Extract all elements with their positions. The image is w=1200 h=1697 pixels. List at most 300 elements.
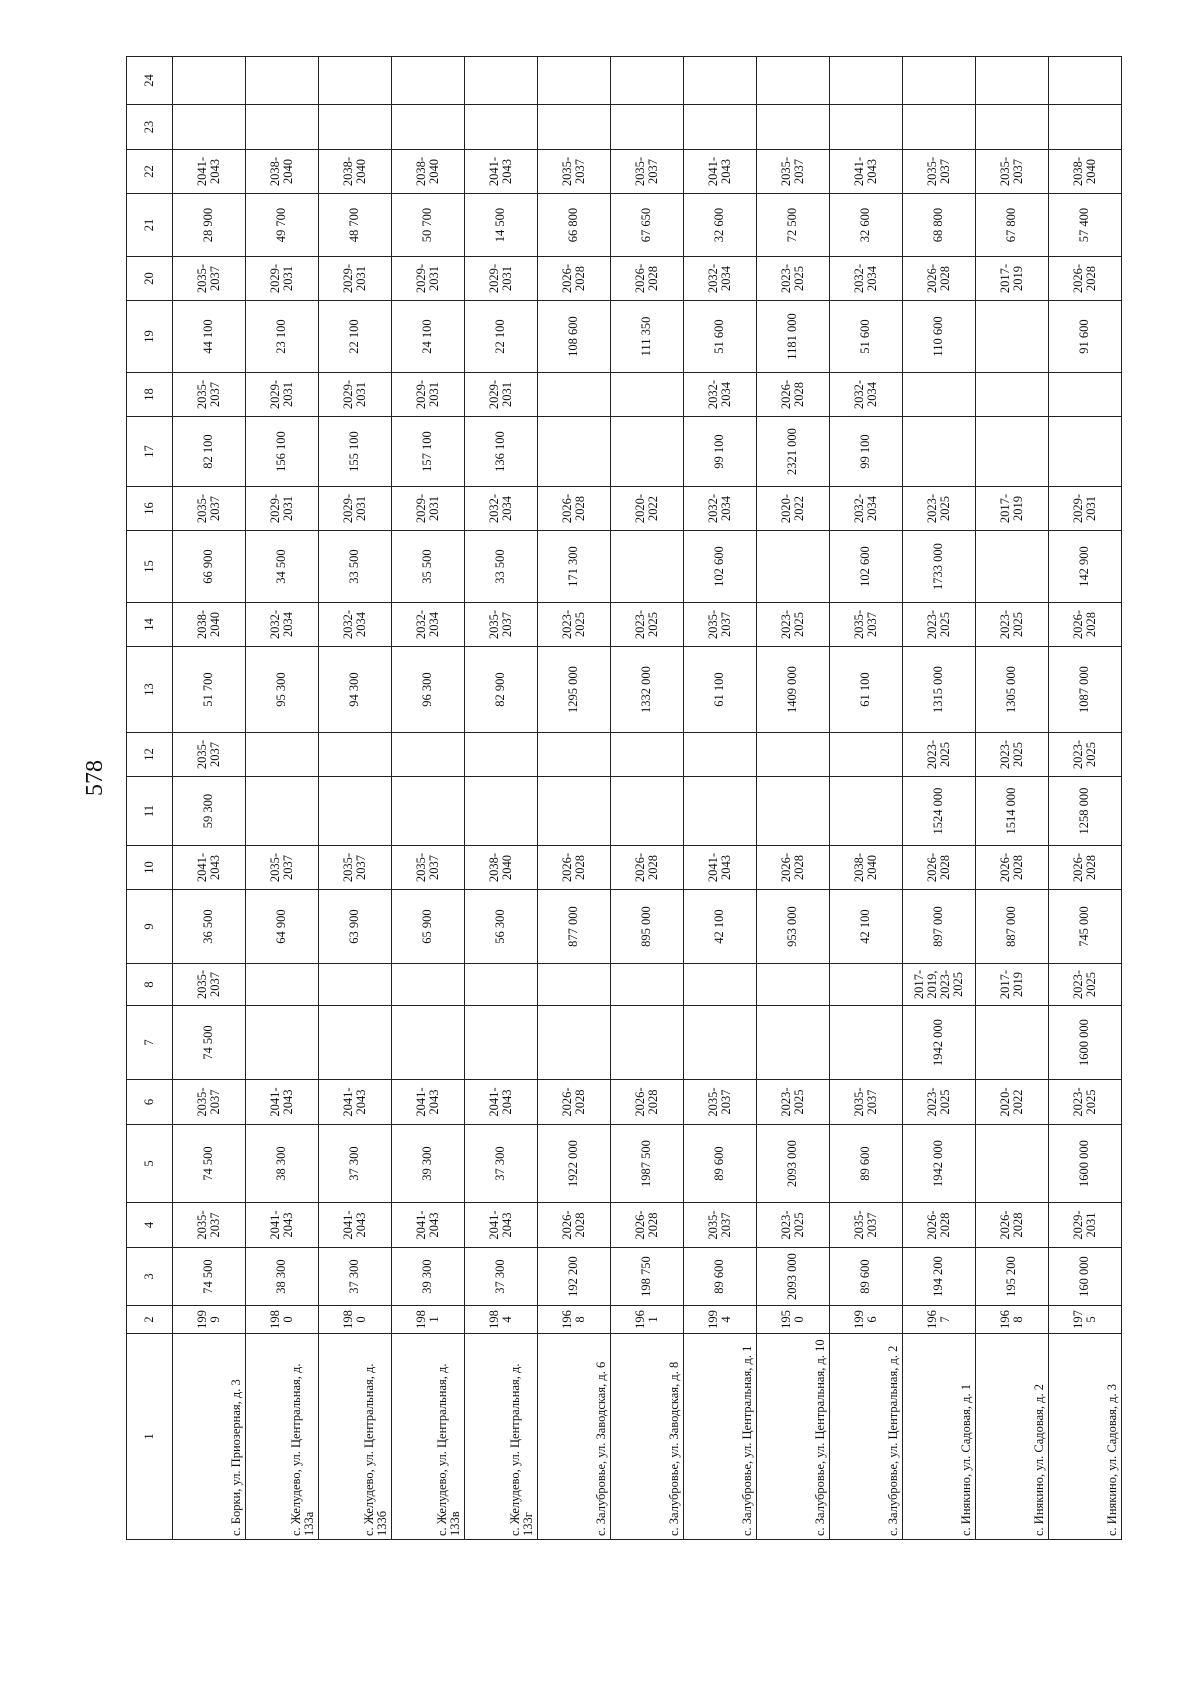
table-cell: 2026-2028 [1049, 257, 1122, 301]
table-cell: 2023-2025 [1049, 1080, 1122, 1125]
table-cell: 2017-2019 [976, 487, 1049, 531]
table-cell: 2026-2028 [903, 257, 976, 301]
table-cell [319, 105, 392, 150]
table-cell [757, 1006, 830, 1080]
table-cell: 66 800 [538, 194, 611, 257]
table-cell [538, 964, 611, 1006]
table-cell: 37 300 [319, 1248, 392, 1306]
table-cell: 2023-2025 [757, 1080, 830, 1125]
table-cell [976, 1006, 1049, 1080]
table-cell: 2023-2025 [538, 603, 611, 647]
table-cell [538, 417, 611, 487]
column-header: 9 [127, 890, 173, 964]
table-cell: 2029-2031 [319, 257, 392, 301]
column-header: 19 [127, 301, 173, 373]
table-cell: 2041-2043 [319, 1203, 392, 1248]
table-cell: 2032-2034 [830, 487, 903, 531]
table-cell: 37 300 [319, 1125, 392, 1203]
table-cell [903, 373, 976, 417]
table-cell: 2023-2025 [757, 603, 830, 647]
table-cell [830, 1006, 903, 1080]
table-cell: 953 000 [757, 890, 830, 964]
table-cell: 2032-2034 [684, 257, 757, 301]
table-cell: 2026-2028 [757, 373, 830, 417]
table-cell [246, 57, 319, 105]
table-cell [538, 1006, 611, 1080]
table-cell: 51 600 [830, 301, 903, 373]
table-cell [538, 105, 611, 150]
table-cell: 2029-2031 [1049, 1203, 1122, 1248]
address-cell: с. Залубровье, ул. Заводская, д. 8 [611, 1334, 684, 1540]
table-cell: 2026-2028 [538, 1203, 611, 1248]
table-row [392, 57, 465, 1540]
table-cell: 1295 000 [538, 647, 611, 733]
table-cell: 28 900 [173, 194, 246, 257]
table-cell: 108 600 [538, 301, 611, 373]
table-cell: 1514 000 [976, 777, 1049, 846]
column-header: 15 [127, 531, 173, 603]
table-cell: 2038-2040 [319, 150, 392, 194]
table-cell [246, 964, 319, 1006]
table-cell [319, 733, 392, 777]
table-cell: 33 500 [465, 531, 538, 603]
table-cell [1049, 57, 1122, 105]
table-cell: 895 000 [611, 890, 684, 964]
table-cell: 2020-2022 [611, 487, 684, 531]
table-cell: 2026-2028 [538, 846, 611, 890]
table-cell: 192 200 [538, 1248, 611, 1306]
table-cell: 2032-2034 [830, 373, 903, 417]
table-cell: 142 900 [1049, 531, 1122, 603]
table-cell: 745 000 [1049, 890, 1122, 964]
table-cell: 2035-2037 [538, 150, 611, 194]
table-cell: 2041-2043 [684, 846, 757, 890]
table-cell: 136 100 [465, 417, 538, 487]
table-cell [465, 57, 538, 105]
table-cell: 89 600 [830, 1125, 903, 1203]
table-cell [246, 777, 319, 846]
table-cell [392, 964, 465, 1006]
table-cell: 38 300 [246, 1248, 319, 1306]
table-cell: 82 100 [173, 417, 246, 487]
column-header: 22 [127, 150, 173, 194]
table-cell: 94 300 [319, 647, 392, 733]
table-cell: 110 600 [903, 301, 976, 373]
table-cell: 1996 [830, 1306, 903, 1334]
table-cell: 1994 [684, 1306, 757, 1334]
table-cell: 2038-2040 [246, 150, 319, 194]
table-cell: 2026-2028 [611, 257, 684, 301]
table-cell [465, 964, 538, 1006]
table-cell: 2023-2025 [757, 257, 830, 301]
column-header: 14 [127, 603, 173, 647]
table-cell: 2035-2037 [173, 964, 246, 1006]
table-cell: 51 600 [684, 301, 757, 373]
column-header: 2 [127, 1306, 173, 1334]
table-cell [757, 105, 830, 150]
table-cell [903, 105, 976, 150]
table-cell: 56 300 [465, 890, 538, 964]
table-cell [392, 57, 465, 105]
table-cell: 2029-2031 [246, 257, 319, 301]
table-cell: 2026-2028 [611, 1080, 684, 1125]
table-cell: 2029-2031 [246, 373, 319, 417]
table-row [830, 57, 903, 1540]
table-cell: 2023-2025 [757, 1203, 830, 1248]
table-cell: 2026-2028 [1049, 603, 1122, 647]
table-cell: 89 600 [830, 1248, 903, 1306]
table-cell: 2041-2043 [392, 1080, 465, 1125]
table-cell: 2026-2028 [903, 1203, 976, 1248]
table-cell: 99 100 [684, 417, 757, 487]
table-cell [757, 777, 830, 846]
table-cell [1049, 417, 1122, 487]
table-cell: 67 650 [611, 194, 684, 257]
column-header: 16 [127, 487, 173, 531]
table-cell: 36 500 [173, 890, 246, 964]
table-row [611, 57, 684, 1540]
table-cell: 2023-2025 [1049, 964, 1122, 1006]
table-cell: 157 100 [392, 417, 465, 487]
table-cell: 1980 [319, 1306, 392, 1334]
table-cell [830, 105, 903, 150]
table-cell: 2035-2037 [465, 603, 538, 647]
table-cell: 877 000 [538, 890, 611, 964]
table-cell: 2035-2037 [173, 1203, 246, 1248]
table-row [538, 57, 611, 1540]
table-cell [757, 733, 830, 777]
table-cell: 2017-2019 [976, 964, 1049, 1006]
table-cell: 1258 000 [1049, 777, 1122, 846]
table-cell: 1315 000 [903, 647, 976, 733]
column-header: 18 [127, 373, 173, 417]
table-cell [392, 777, 465, 846]
table-cell: 2017-2019 [976, 257, 1049, 301]
column-header: 21 [127, 194, 173, 257]
table-cell: 2041-2043 [684, 150, 757, 194]
column-header: 11 [127, 777, 173, 846]
table-row [903, 57, 976, 1540]
table-cell [684, 105, 757, 150]
table-cell: 2029-2031 [392, 257, 465, 301]
table-cell: 2035-2037 [684, 603, 757, 647]
table-cell: 2023-2025 [976, 733, 1049, 777]
column-header: 17 [127, 417, 173, 487]
column-header: 3 [127, 1248, 173, 1306]
table-cell [392, 1006, 465, 1080]
table-cell: 2321 000 [757, 417, 830, 487]
table-cell: 2035-2037 [173, 1080, 246, 1125]
column-header: 1 [127, 1334, 173, 1540]
table-cell: 2041-2043 [173, 846, 246, 890]
table-row [976, 57, 1049, 1540]
table-cell: 22 100 [319, 301, 392, 373]
address-cell: с. Инякино, ул. Садовая, д. 1 [903, 1334, 976, 1540]
table-cell: 1942 000 [903, 1006, 976, 1080]
table-cell: 2035-2037 [173, 487, 246, 531]
table-cell: 1961 [611, 1306, 684, 1334]
table-cell: 74 500 [173, 1125, 246, 1203]
table-cell [392, 105, 465, 150]
table-cell: 2035-2037 [173, 373, 246, 417]
table-cell: 2035-2037 [903, 150, 976, 194]
table-cell [903, 417, 976, 487]
table-cell: 96 300 [392, 647, 465, 733]
table-cell: 2038-2040 [392, 150, 465, 194]
table-cell [976, 1125, 1049, 1203]
table-cell: 14 500 [465, 194, 538, 257]
table-cell: 2038-2040 [465, 846, 538, 890]
table-cell: 1087 000 [1049, 647, 1122, 733]
table-cell [757, 531, 830, 603]
table-cell: 32 600 [830, 194, 903, 257]
table-row [319, 57, 392, 1540]
column-header: 20 [127, 257, 173, 301]
table-cell: 2035-2037 [830, 1080, 903, 1125]
table-cell [173, 57, 246, 105]
address-cell: с. Желудево, ул. Центральная, д. 133в [392, 1334, 465, 1540]
table-cell: 95 300 [246, 647, 319, 733]
page-number: 578 [82, 760, 108, 796]
table-cell: 1950 [757, 1306, 830, 1334]
table-cell: 111 350 [611, 301, 684, 373]
table-cell: 99 100 [830, 417, 903, 487]
table-cell: 2023-2025 [976, 603, 1049, 647]
table-cell: 89 600 [684, 1125, 757, 1203]
table-cell [684, 733, 757, 777]
table-row [173, 57, 246, 1540]
table-body [173, 57, 1122, 1540]
table-cell: 61 100 [684, 647, 757, 733]
column-header: 23 [127, 105, 173, 150]
table-cell [757, 964, 830, 1006]
table-cell: 2038-2040 [173, 603, 246, 647]
address-cell: с. Залубровье, ул. Заводская, д. 6 [538, 1334, 611, 1540]
table-cell: 1332 000 [611, 647, 684, 733]
address-cell: с. Инякино, ул. Садовая, д. 3 [1049, 1334, 1122, 1540]
table-cell: 35 500 [392, 531, 465, 603]
table-cell: 2029-2031 [465, 257, 538, 301]
table-cell: 33 500 [319, 531, 392, 603]
table-cell: 74 500 [173, 1006, 246, 1080]
table-cell: 50 700 [392, 194, 465, 257]
rotated-table-wrapper [126, 62, 1119, 1540]
table-cell: 2032-2034 [684, 487, 757, 531]
table-cell: 2023-2025 [903, 487, 976, 531]
table-cell: 2041-2043 [319, 1080, 392, 1125]
table-cell: 72 500 [757, 194, 830, 257]
table-cell: 2026-2028 [976, 846, 1049, 890]
column-header: 24 [127, 57, 173, 105]
table-cell: 42 100 [684, 890, 757, 964]
table-cell [465, 105, 538, 150]
table-cell: 2035-2037 [392, 846, 465, 890]
table-cell: 2041-2043 [465, 1080, 538, 1125]
table-row [684, 57, 757, 1540]
table-cell: 2026-2028 [757, 846, 830, 890]
table-cell: 37 300 [465, 1125, 538, 1203]
table-cell: 57 400 [1049, 194, 1122, 257]
table-cell [246, 733, 319, 777]
column-header: 6 [127, 1080, 173, 1125]
table-cell: 2041-2043 [465, 150, 538, 194]
table-cell: 2023-2025 [1049, 733, 1122, 777]
table-cell: 2026-2028 [538, 487, 611, 531]
column-header: 7 [127, 1006, 173, 1080]
table-cell: 102 600 [684, 531, 757, 603]
table-cell: 2041-2043 [465, 1203, 538, 1248]
table-cell: 1975 [1049, 1306, 1122, 1334]
table-cell [319, 57, 392, 105]
table-row [1049, 57, 1122, 1540]
table-cell: 2041-2043 [830, 150, 903, 194]
table-cell: 2023-2025 [611, 603, 684, 647]
table-cell: 74 500 [173, 1248, 246, 1306]
column-header: 4 [127, 1203, 173, 1248]
table-cell: 2035-2037 [684, 1203, 757, 1248]
table-cell [538, 57, 611, 105]
table-cell: 91 600 [1049, 301, 1122, 373]
table-cell [611, 105, 684, 150]
table-cell [1049, 105, 1122, 150]
table-cell: 37 300 [465, 1248, 538, 1306]
table-cell: 2032-2034 [684, 373, 757, 417]
table-cell [1049, 373, 1122, 417]
address-cell: с. Залубровье, ул. Центральная, д. 10 [757, 1334, 830, 1540]
table-cell [465, 1006, 538, 1080]
table-cell [684, 964, 757, 1006]
table-cell [976, 531, 1049, 603]
table-cell: 2026-2028 [976, 1203, 1049, 1248]
table-cell: 1600 000 [1049, 1125, 1122, 1203]
table-cell: 89 600 [684, 1248, 757, 1306]
table-cell: 32 600 [684, 194, 757, 257]
table-cell: 198 750 [611, 1248, 684, 1306]
table-cell: 2041-2043 [173, 150, 246, 194]
table-cell [538, 777, 611, 846]
table-cell: 2032-2034 [246, 603, 319, 647]
table-cell [611, 777, 684, 846]
table-cell: 1987 500 [611, 1125, 684, 1203]
table-cell: 2032-2034 [465, 487, 538, 531]
table-cell: 1968 [976, 1306, 1049, 1334]
table-cell: 2035-2037 [830, 1203, 903, 1248]
table-cell: 2035-2037 [757, 150, 830, 194]
address-cell: с. Борки, ул. Приозерная, д. 3 [173, 1334, 246, 1540]
column-header: 8 [127, 964, 173, 1006]
table-cell [611, 57, 684, 105]
table-cell [976, 417, 1049, 487]
table-cell: 63 900 [319, 890, 392, 964]
table-cell: 2029-2031 [392, 487, 465, 531]
table-cell [684, 777, 757, 846]
table-cell: 44 100 [173, 301, 246, 373]
column-header: 13 [127, 647, 173, 733]
table-cell: 887 000 [976, 890, 1049, 964]
table-cell: 2035-2037 [319, 846, 392, 890]
table-cell: 1305 000 [976, 647, 1049, 733]
table-cell [976, 301, 1049, 373]
table-cell: 65 900 [392, 890, 465, 964]
table-cell [611, 964, 684, 1006]
table-cell: 2026-2028 [611, 1203, 684, 1248]
address-cell: с. Желудево, ул. Центральная, д. 133г [465, 1334, 538, 1540]
table-cell [830, 57, 903, 105]
table-cell [611, 373, 684, 417]
table-cell [611, 417, 684, 487]
table-cell: 2023-2025 [903, 603, 976, 647]
table-cell: 1922 000 [538, 1125, 611, 1203]
table-cell: 24 100 [392, 301, 465, 373]
table-cell: 39 300 [392, 1125, 465, 1203]
address-cell: с. Желудево, ул. Центральная, д. 133б [319, 1334, 392, 1540]
table-cell: 1409 000 [757, 647, 830, 733]
table-cell [976, 373, 1049, 417]
table-cell [611, 1006, 684, 1080]
table-cell: 2026-2028 [903, 846, 976, 890]
table-cell: 2029-2031 [319, 373, 392, 417]
table-cell: 2026-2028 [611, 846, 684, 890]
table-cell [246, 1006, 319, 1080]
table-cell: 2093 000 [757, 1125, 830, 1203]
table-cell: 194 200 [903, 1248, 976, 1306]
table-cell: 1967 [903, 1306, 976, 1334]
table-cell: 22 100 [465, 301, 538, 373]
table-cell [830, 733, 903, 777]
table-cell: 34 500 [246, 531, 319, 603]
table-cell: 51 700 [173, 647, 246, 733]
address-cell: с. Инякино, ул. Садовая, д. 2 [976, 1334, 1049, 1540]
table-cell: 1984 [465, 1306, 538, 1334]
address-cell: с. Залубровье, ул. Центральная, д. 2 [830, 1334, 903, 1540]
table-cell: 2035-2037 [976, 150, 1049, 194]
table-row [465, 57, 538, 1540]
table-cell: 2032-2034 [319, 603, 392, 647]
table-cell: 2038-2040 [1049, 150, 1122, 194]
table-cell: 48 700 [319, 194, 392, 257]
table-cell: 1181 000 [757, 301, 830, 373]
table-cell: 2029-2031 [1049, 487, 1122, 531]
table-cell: 49 700 [246, 194, 319, 257]
data-table [126, 56, 1122, 1540]
column-header: 12 [127, 733, 173, 777]
table-cell [246, 105, 319, 150]
table-cell: 61 100 [830, 647, 903, 733]
table-cell: 64 900 [246, 890, 319, 964]
table-cell: 66 900 [173, 531, 246, 603]
table-cell: 1733 000 [903, 531, 976, 603]
table-cell: 68 800 [903, 194, 976, 257]
header-row [127, 57, 173, 1540]
table-cell: 2035-2037 [611, 150, 684, 194]
table-cell [976, 105, 1049, 150]
table-cell: 2093 000 [757, 1248, 830, 1306]
table-cell: 102 600 [830, 531, 903, 603]
table-cell: 1524 000 [903, 777, 976, 846]
table-cell [465, 777, 538, 846]
table-cell: 897 000 [903, 890, 976, 964]
table-cell: 2041-2043 [246, 1080, 319, 1125]
table-row [246, 57, 319, 1540]
table-cell: 2032-2034 [392, 603, 465, 647]
table-cell [684, 1006, 757, 1080]
table-cell: 1980 [246, 1306, 319, 1334]
address-cell: с. Залубровье, ул. Центральная, д. 1 [684, 1334, 757, 1540]
table-cell: 42 100 [830, 890, 903, 964]
table-cell: 59 300 [173, 777, 246, 846]
table-cell: 2023-2025 [903, 1080, 976, 1125]
table-cell: 2029-2031 [319, 487, 392, 531]
